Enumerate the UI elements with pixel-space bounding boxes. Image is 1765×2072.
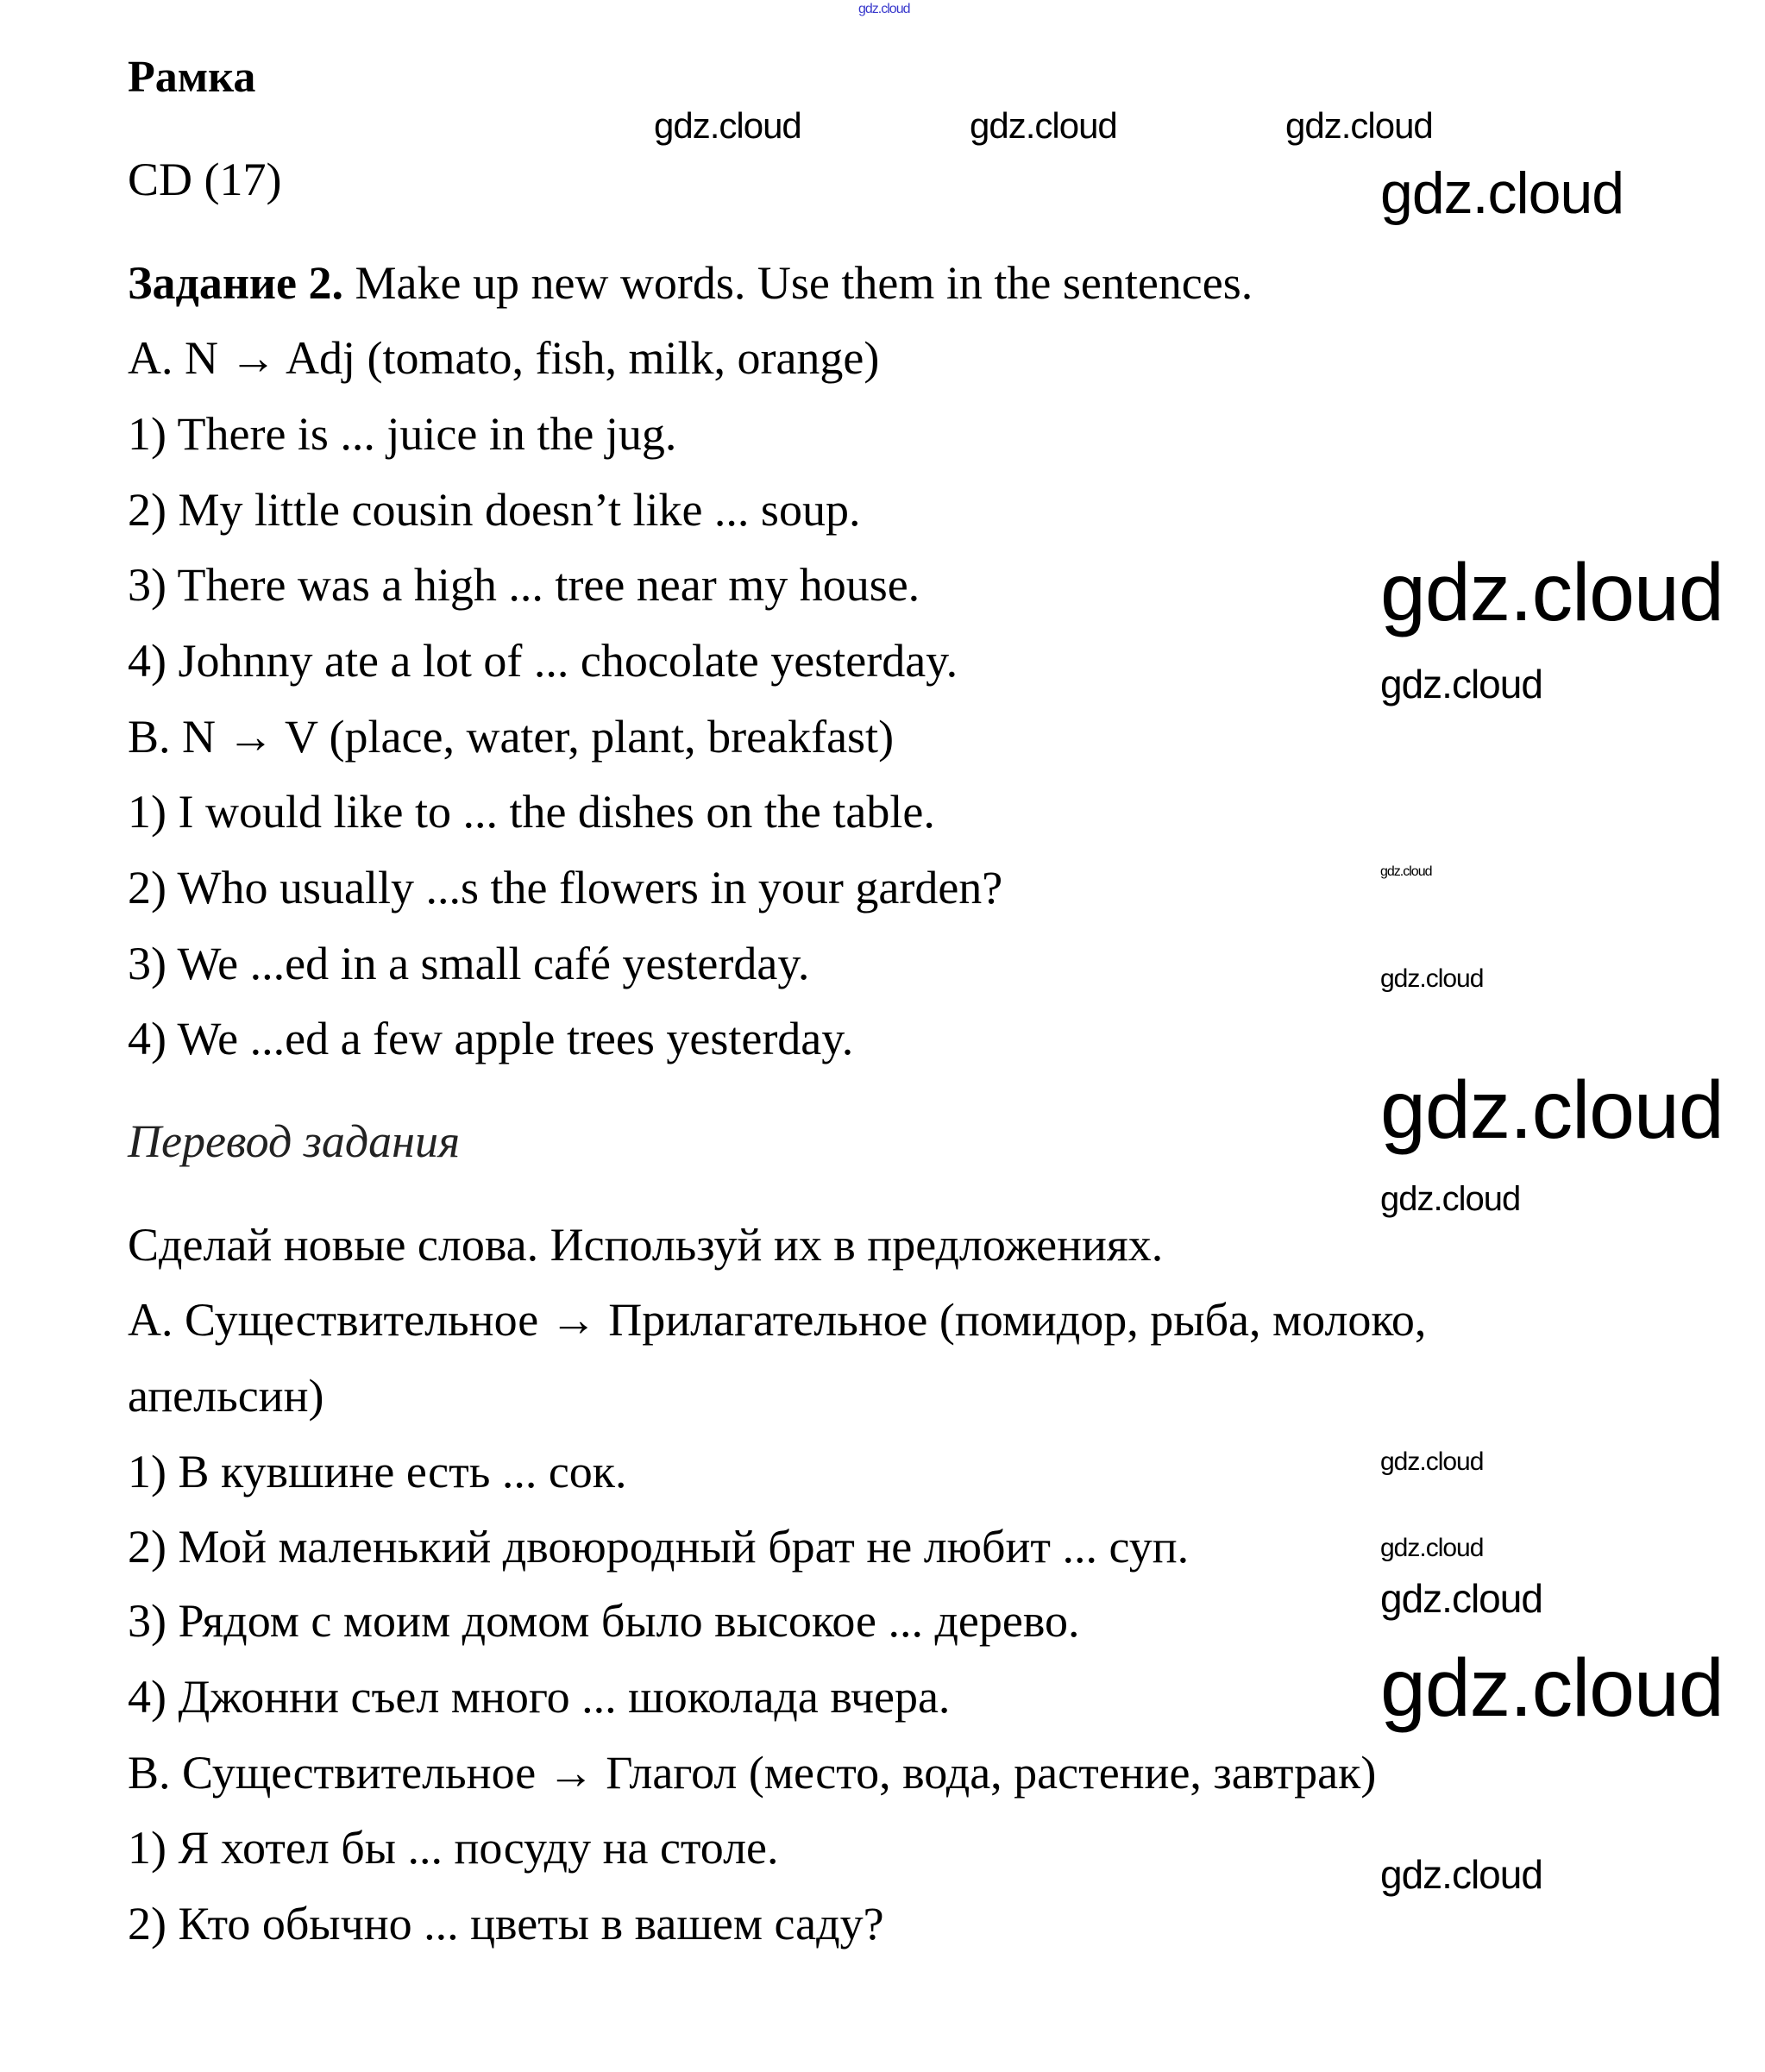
watermark: gdz.cloud [1380, 1064, 1724, 1156]
task-heading [128, 257, 1253, 309]
translation-sentence: 1) В кувшине есть ... сок. [128, 1446, 627, 1497]
watermark: gdz.cloud [1380, 1852, 1542, 1897]
watermark: gdz.cloud [1380, 1576, 1542, 1621]
translation-a-heading: А. Существительное → Прилагательное (помидор, рыба, молоко, [128, 1294, 1427, 1346]
watermark: gdz.cloud [654, 105, 801, 146]
watermark: gdz.cloud [1380, 160, 1624, 226]
section-a-heading: A. N → Adj (tomato, fish, milk, orange) [128, 332, 880, 384]
watermark-top: gdz.cloud [858, 2, 910, 16]
sentence: 1) There is ... juice in the jug. [128, 408, 677, 460]
sentence: 2) Who usually ...s the flowers in your garden? [128, 862, 1003, 914]
cd-label: CD (17) [128, 154, 282, 205]
translation-a-heading-cont: апельсин) [128, 1370, 324, 1422]
watermark: gdz.cloud [1380, 662, 1542, 706]
task-label: Задание 2. [128, 257, 344, 309]
sentence: 1) I would like to ... the dishes on the table. [128, 786, 935, 838]
section-b-heading: B. N → V (place, water, plant, breakfast) [128, 711, 895, 763]
watermark: gdz.cloud [970, 105, 1117, 146]
sentence: 4) Johnny ate a lot of ... chocolate yesterday. [128, 635, 958, 687]
translation-sentence: 4) Джонни съел много ... шоколада вчера. [128, 1671, 951, 1723]
watermark: gdz.cloud [1380, 1447, 1484, 1476]
task-instruction: Make up new words. Use them in the sentences. [343, 257, 1253, 309]
translation-sentence: 3) Рядом с моим домом было высокое ... дерево. [128, 1595, 1080, 1647]
watermark: gdz.cloud [1380, 964, 1484, 993]
sentence: 4) We ...ed a few apple trees yesterday. [128, 1013, 854, 1064]
translation-sentence: 2) Кто обычно ... цветы в вашем саду? [128, 1898, 884, 1950]
sentence: 2) My little cousin doesn’t like ... soup. [128, 484, 861, 536]
translation-instruction: Сделай новые слова. Используй их в предложениях. [128, 1219, 1164, 1271]
sentence: 3) We ...ed in a small café yesterday. [128, 938, 810, 989]
watermark: gdz.cloud [1380, 1534, 1484, 1562]
translation-sentence: 2) Мой маленький двоюродный брат не любит ... суп. [128, 1521, 1190, 1573]
watermark: gdz.cloud [1380, 547, 1724, 638]
page-title: Рамка [128, 53, 256, 102]
watermark: gdz.cloud [1380, 1180, 1521, 1218]
watermark: gdz.cloud [1380, 864, 1432, 879]
watermark: gdz.cloud [1285, 105, 1433, 146]
translation-title: Перевод задания [128, 1115, 461, 1167]
watermark: gdz.cloud [1380, 1642, 1724, 1734]
translation-sentence: 1) Я хотел бы ... посуду на столе. [128, 1822, 779, 1874]
sentence: 3) There was a high ... tree near my house. [128, 559, 920, 611]
translation-b-heading: B. Существительное → Глагол (место, вода, растение, завтрак) [128, 1747, 1377, 1799]
